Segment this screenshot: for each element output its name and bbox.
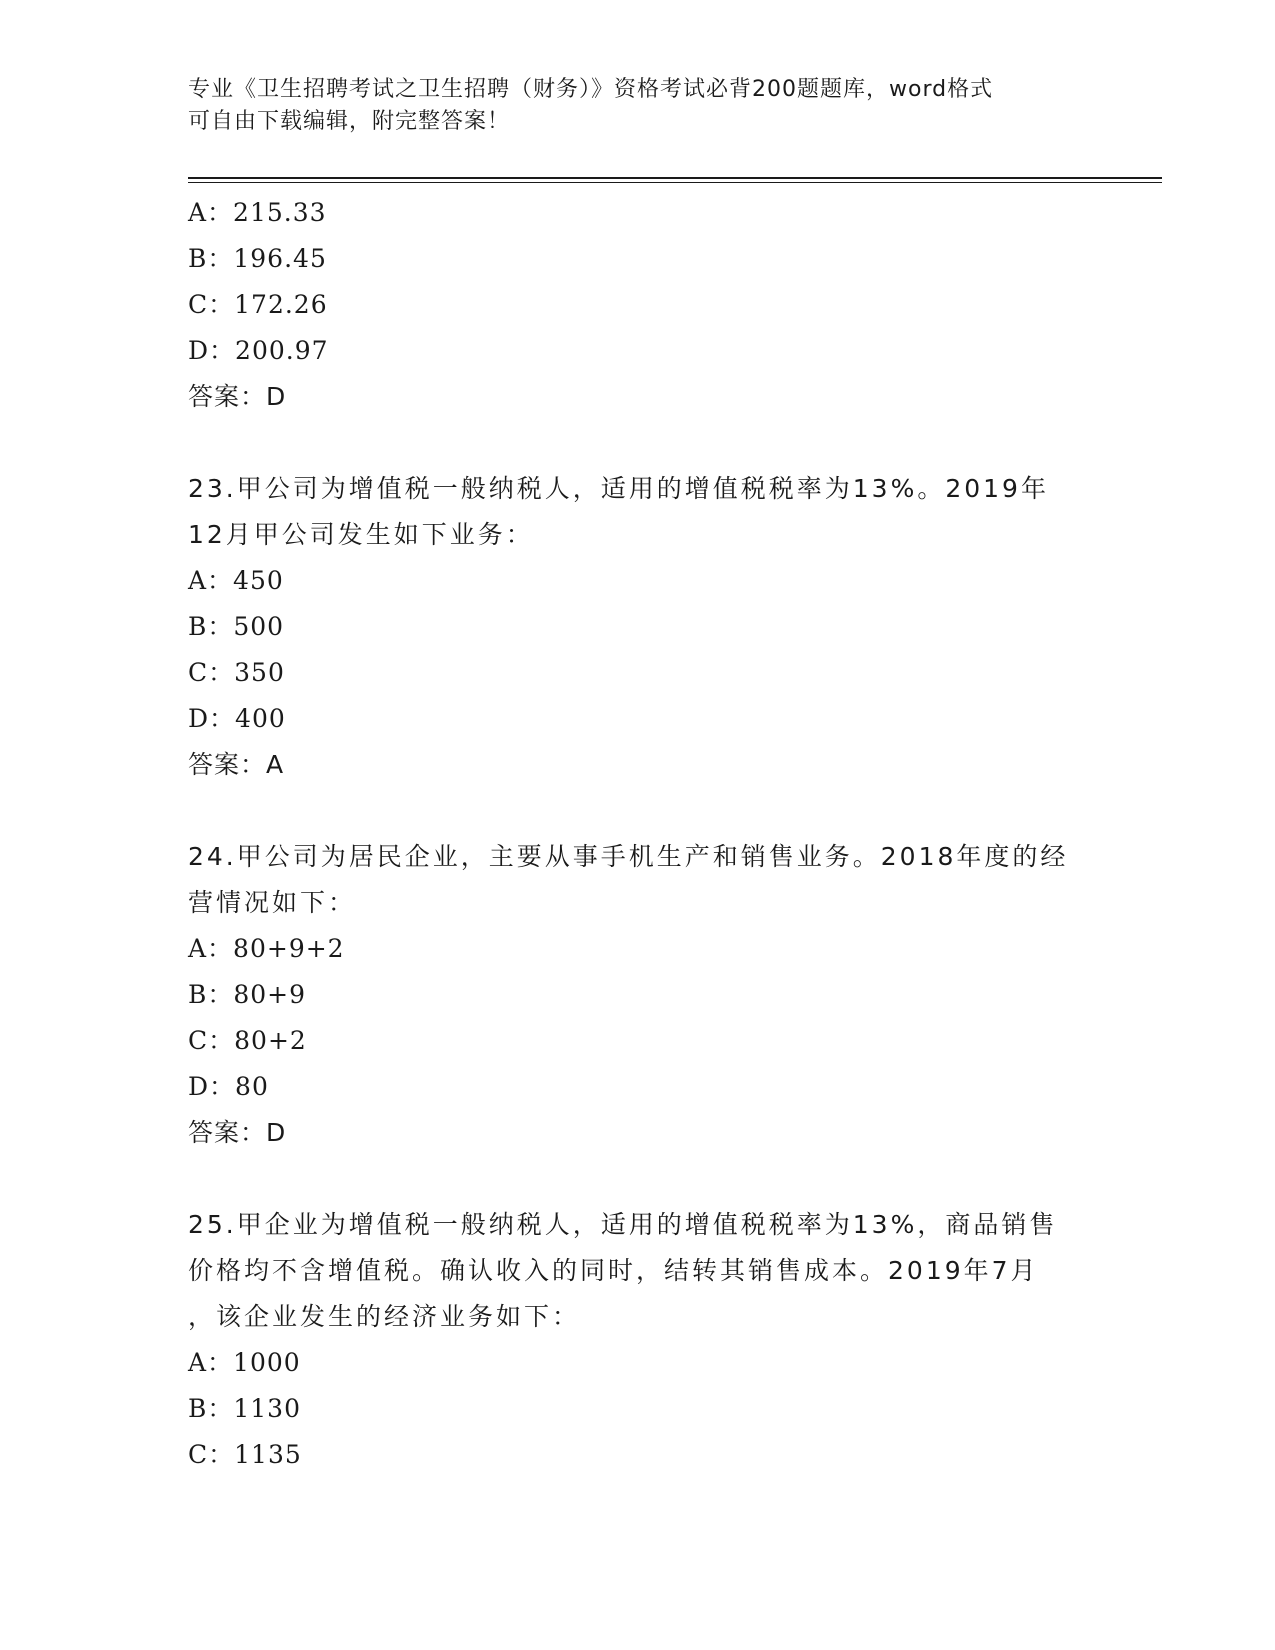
question-text-line: 25.甲企业为增值税一般纳税人，适用的增值税税率为13%，商品销售 (188, 1210, 1058, 1239)
answer-line: 答案：D (188, 1118, 287, 1147)
spacer (188, 420, 1098, 466)
option-a: A：80+9+2 (188, 934, 345, 963)
header-divider-thick (188, 177, 1162, 179)
option-b: B：196.45 (188, 244, 327, 273)
option-c: C：1135 (188, 1440, 302, 1469)
option-b: B：500 (188, 612, 285, 641)
option-d: D：80 (188, 1072, 269, 1101)
question-content (188, 190, 1098, 1478)
question-23 (188, 466, 1098, 788)
option-b: B：1130 (188, 1394, 301, 1423)
option-d: D：400 (188, 704, 286, 733)
question-22 (188, 190, 1098, 420)
question-text-line: 23.甲公司为增值税一般纳税人，适用的增值税税率为13%。2019年 (188, 474, 1049, 503)
question-24 (188, 834, 1098, 1156)
header-line-2: 可自由下载编辑，附完整答案！ (188, 109, 511, 134)
question-text-line: 12月甲公司发生如下业务： (188, 520, 534, 549)
spacer (188, 788, 1098, 834)
question-text-line: 24.甲公司为居民企业，主要从事手机生产和销售业务。2018年度的经 (188, 842, 1069, 871)
question-text-line: 价格均不含增值税。确认收入的同时，结转其销售成本。2019年7月 (188, 1256, 1039, 1285)
answer-line: 答案：D (188, 382, 287, 411)
option-b: B：80+9 (188, 980, 307, 1009)
option-c: C：172.26 (188, 290, 328, 319)
header-line-1: 专业《卫生招聘考试之卫生招聘（财务）》资格考试必背200题题库，word格式 (188, 77, 994, 102)
question-text-line: 营情况如下： (188, 888, 357, 917)
answer-line: 答案：A (188, 750, 285, 779)
option-d: D：200.97 (188, 336, 329, 365)
question-25 (188, 1202, 1098, 1478)
option-a: A：1000 (188, 1348, 301, 1377)
option-c: C：80+2 (188, 1026, 307, 1055)
option-a: A：450 (188, 566, 284, 595)
option-c: C：350 (188, 658, 285, 687)
option-a: A：215.33 (188, 198, 327, 227)
spacer (188, 1156, 1098, 1202)
question-text-line: ，该企业发生的经济业务如下： (188, 1302, 581, 1331)
header-divider-thin (188, 182, 1162, 183)
document-header (188, 74, 1088, 138)
